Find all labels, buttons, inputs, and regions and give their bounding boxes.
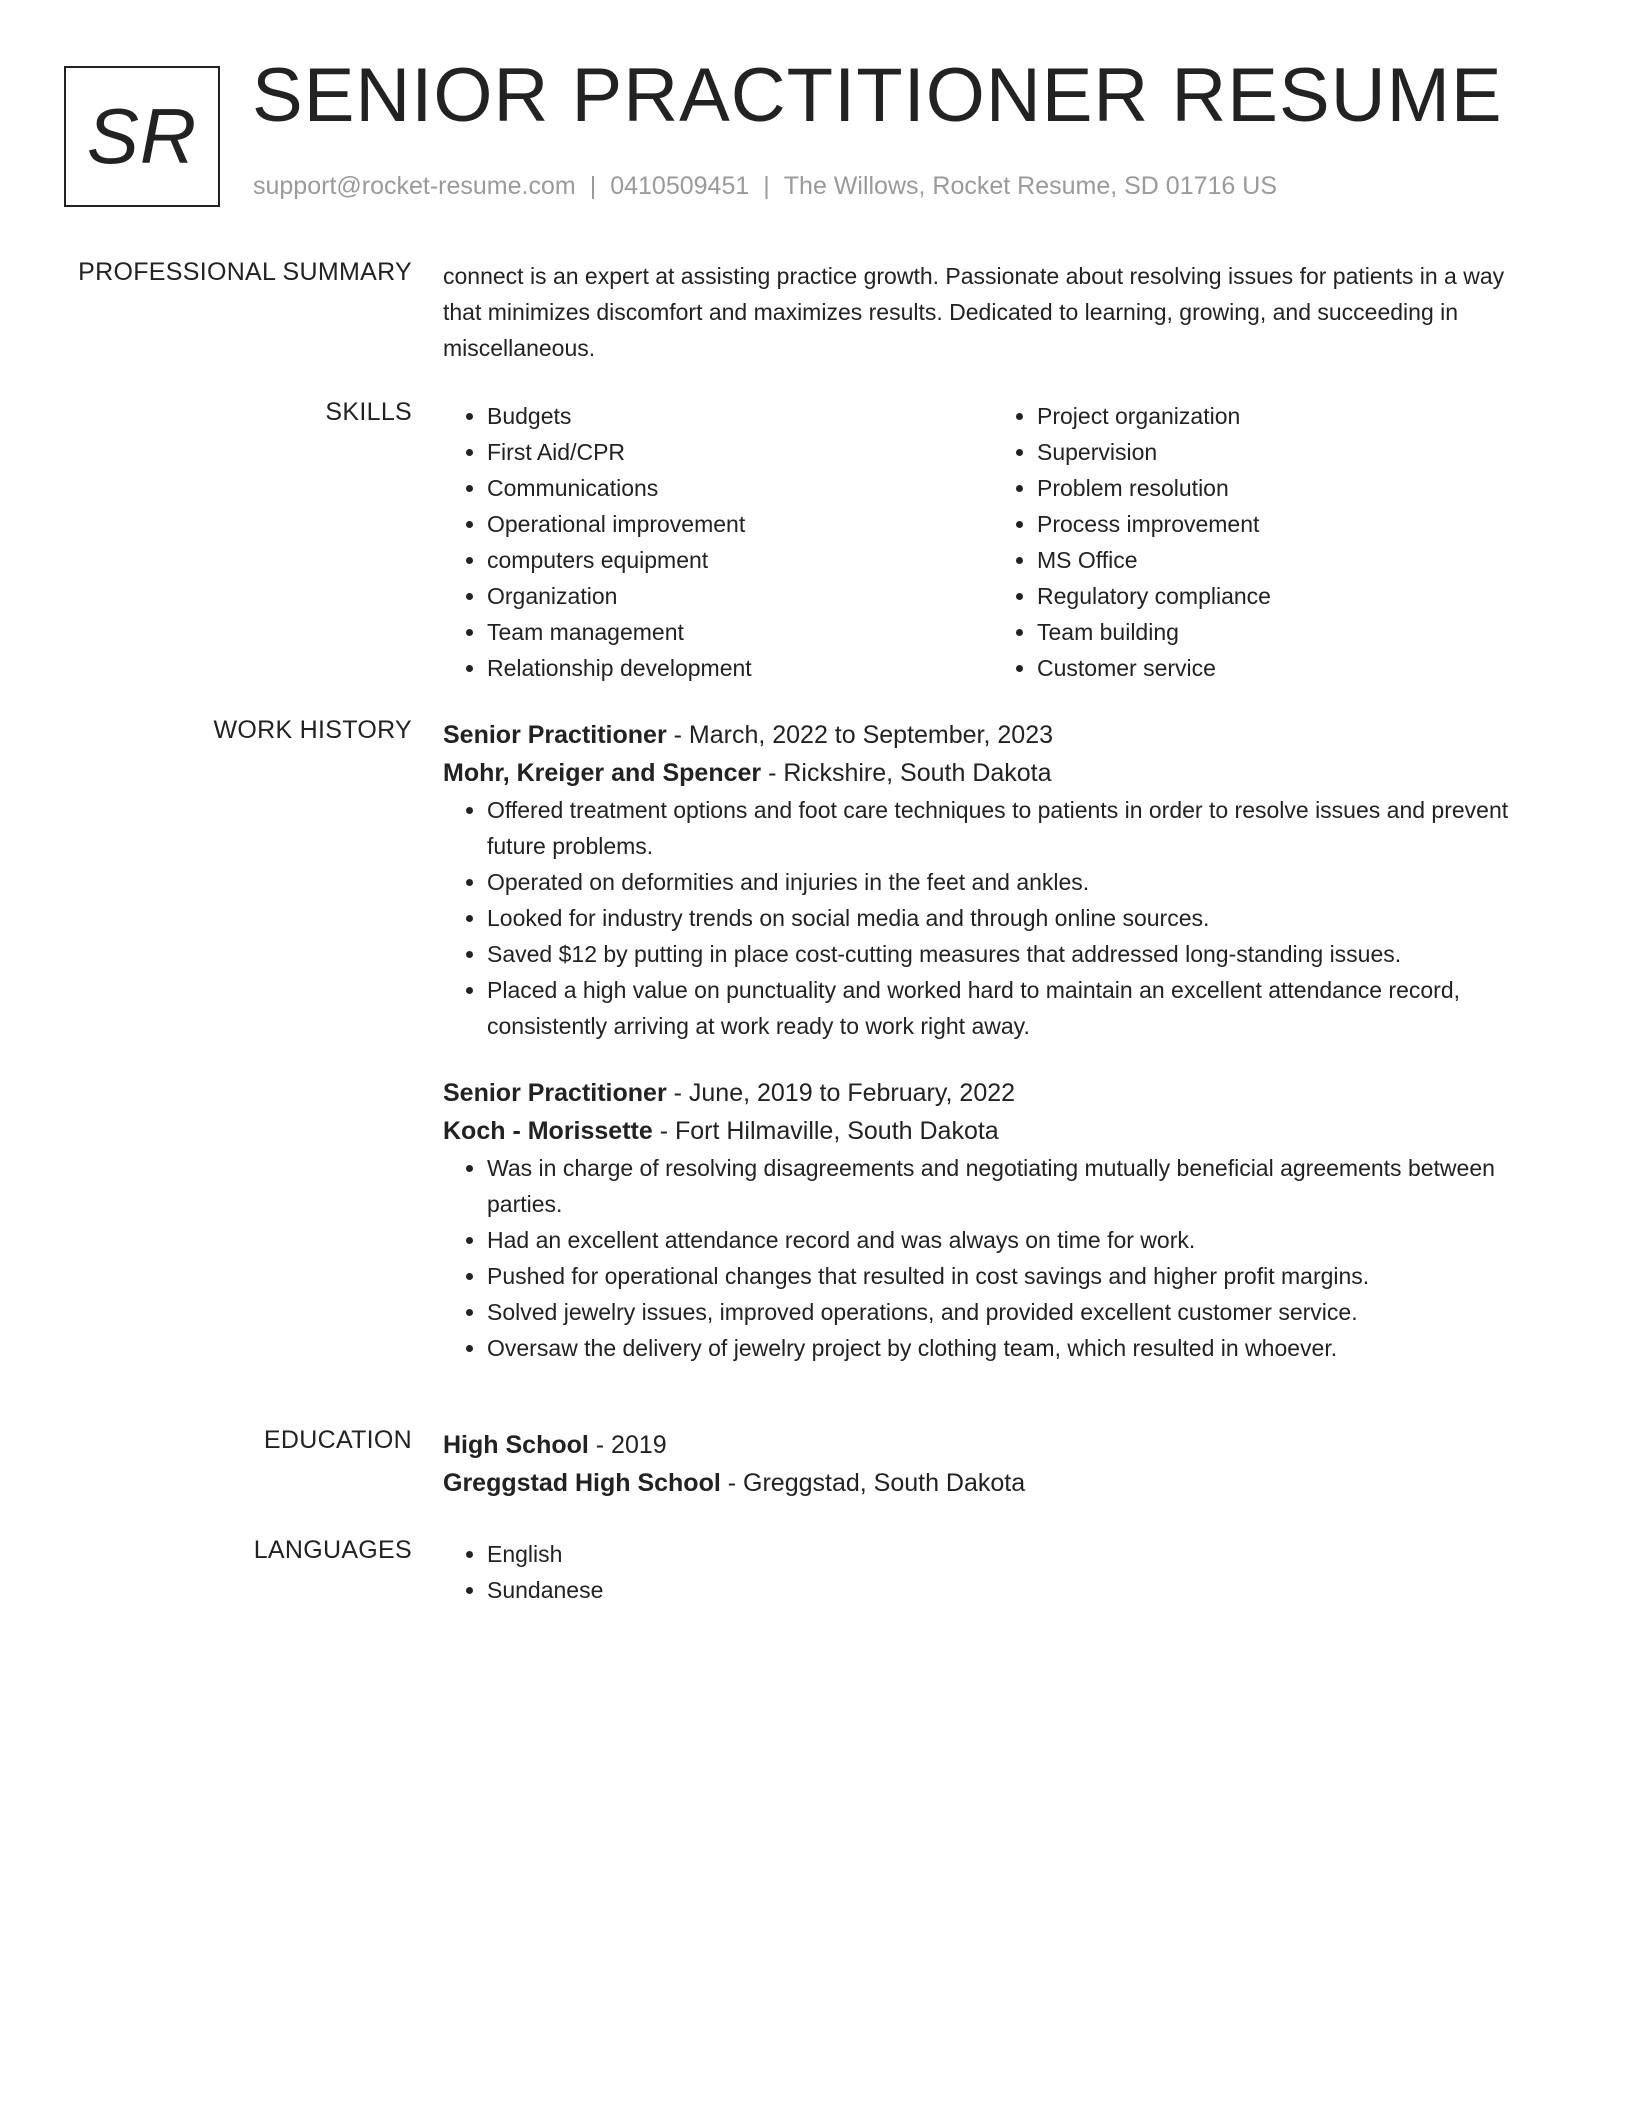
skill-item: • Project organization [1037,398,1543,434]
skill-item: • Team building [1037,614,1543,650]
company-location: - Rickshire, South Dakota [761,759,1052,787]
skills-list-right [993,398,1543,686]
company-name: Koch - Morissette [443,1117,653,1145]
school-line [443,1464,1543,1502]
skills-body [443,398,1543,686]
job-title: Senior Practitioner [443,1079,667,1107]
languages-list [443,1536,1543,1608]
job-bullet: • Pushed for operational changes that resulted in cost savings and higher profit margins. [487,1258,1543,1294]
contact-separator: | [589,172,597,200]
skills-list-left [443,398,993,686]
job-bullet: • Operated on deformities and injuries in the feet and ankles. [487,864,1543,900]
degree-year: - 2019 [588,1431,667,1459]
section-label-work: WORK HISTORY [213,716,412,744]
degree-line [443,1426,1543,1464]
job-bullet: • Oversaw the delivery of jewelry project by clothing team, which resulted in whoever. [487,1330,1543,1366]
work-body [443,716,1543,1366]
skill-item: • MS Office [1037,542,1543,578]
section-label-education: EDUCATION [263,1426,412,1454]
education-body [443,1426,1543,1502]
section-label-languages: LANGUAGES [253,1536,412,1564]
contact-line [253,172,1277,201]
job-dates: - March, 2022 to September, 2023 [666,721,1054,749]
job-bullets [443,792,1543,1044]
degree: High School [443,1431,589,1459]
skill-item: • Process improvement [1037,506,1543,542]
skill-item: • Organization [487,578,993,614]
job-dates: - June, 2019 to February, 2022 [666,1079,1016,1107]
languages-body [443,1536,1543,1608]
contact-separator: | [763,172,770,200]
contact-email: support@rocket-resume.com [253,172,576,200]
job-bullet: • Solved jewelry issues, improved operations, and provided excellent customer service. [487,1294,1543,1330]
summary-text: connect is an expert at assisting practice growth. Passionate about resolving issues for patients in a way that minimizes discomfort and maximizes results. Dedicated to learning, growing, and succeeding in miscellaneous. [443,263,1505,361]
skill-item: • Supervision [1037,434,1543,470]
skill-item: • Relationship development [487,650,993,686]
language-item: • English [487,1536,1543,1572]
page-title: SENIOR PRACTITIONER RESUME [252,53,1503,138]
job-bullet: • Was in charge of resolving disagreements and negotiating mutually beneficial agreements between parties. [487,1150,1543,1222]
job-entry [443,1074,1543,1366]
skill-item: • Team management [487,614,993,650]
job-bullet: • Had an excellent attendance record and was always on time for work. [487,1222,1543,1258]
section-label-summary: PROFESSIONAL SUMMARY [78,258,412,286]
skill-item: • Problem resolution [1037,470,1543,506]
section-label-skills: SKILLS [325,398,412,426]
job-bullet: • Looked for industry trends on social media and through online sources. [487,900,1543,936]
company-location: - Fort Hilmaville, South Dakota [652,1117,999,1145]
skill-item: • Operational improvement [487,506,993,542]
job-bullet: • Saved $12 by putting in place cost-cutting measures that addressed long-standing issues. [487,936,1543,972]
skill-item: • Regulatory compliance [1037,578,1543,614]
job-bullet: • Offered treatment options and foot care techniques to patients in order to resolve issues and prevent future problems. [487,792,1543,864]
company-line [443,754,1543,792]
company-name: Mohr, Kreiger and Spencer [443,759,762,787]
school-location: - Greggstad, South Dakota [720,1469,1026,1497]
contact-phone: 0410509451 [610,172,750,200]
job-bullet: • Placed a high value on punctuality and worked hard to maintain an excellent attendance record, consistently arriving at work ready to work right away. [487,972,1543,1044]
skill-item: • Communications [487,470,993,506]
skill-item: • Budgets [487,398,993,434]
language-item: • Sundanese [487,1572,1543,1608]
skill-item: • Customer service [1037,650,1543,686]
school-name: Greggstad High School [443,1469,721,1497]
skill-item: • computers equipment [487,542,993,578]
job-bullets [443,1150,1543,1366]
job-title-line [443,716,1543,754]
job-title-line [443,1074,1543,1112]
company-line [443,1112,1543,1150]
job-title: Senior Practitioner [443,721,667,749]
contact-address: The Willows, Rocket Resume, SD 01716 US [783,172,1278,200]
skill-item: • First Aid/CPR [487,434,993,470]
job-entry [443,716,1543,1044]
monogram: SR [64,66,220,207]
